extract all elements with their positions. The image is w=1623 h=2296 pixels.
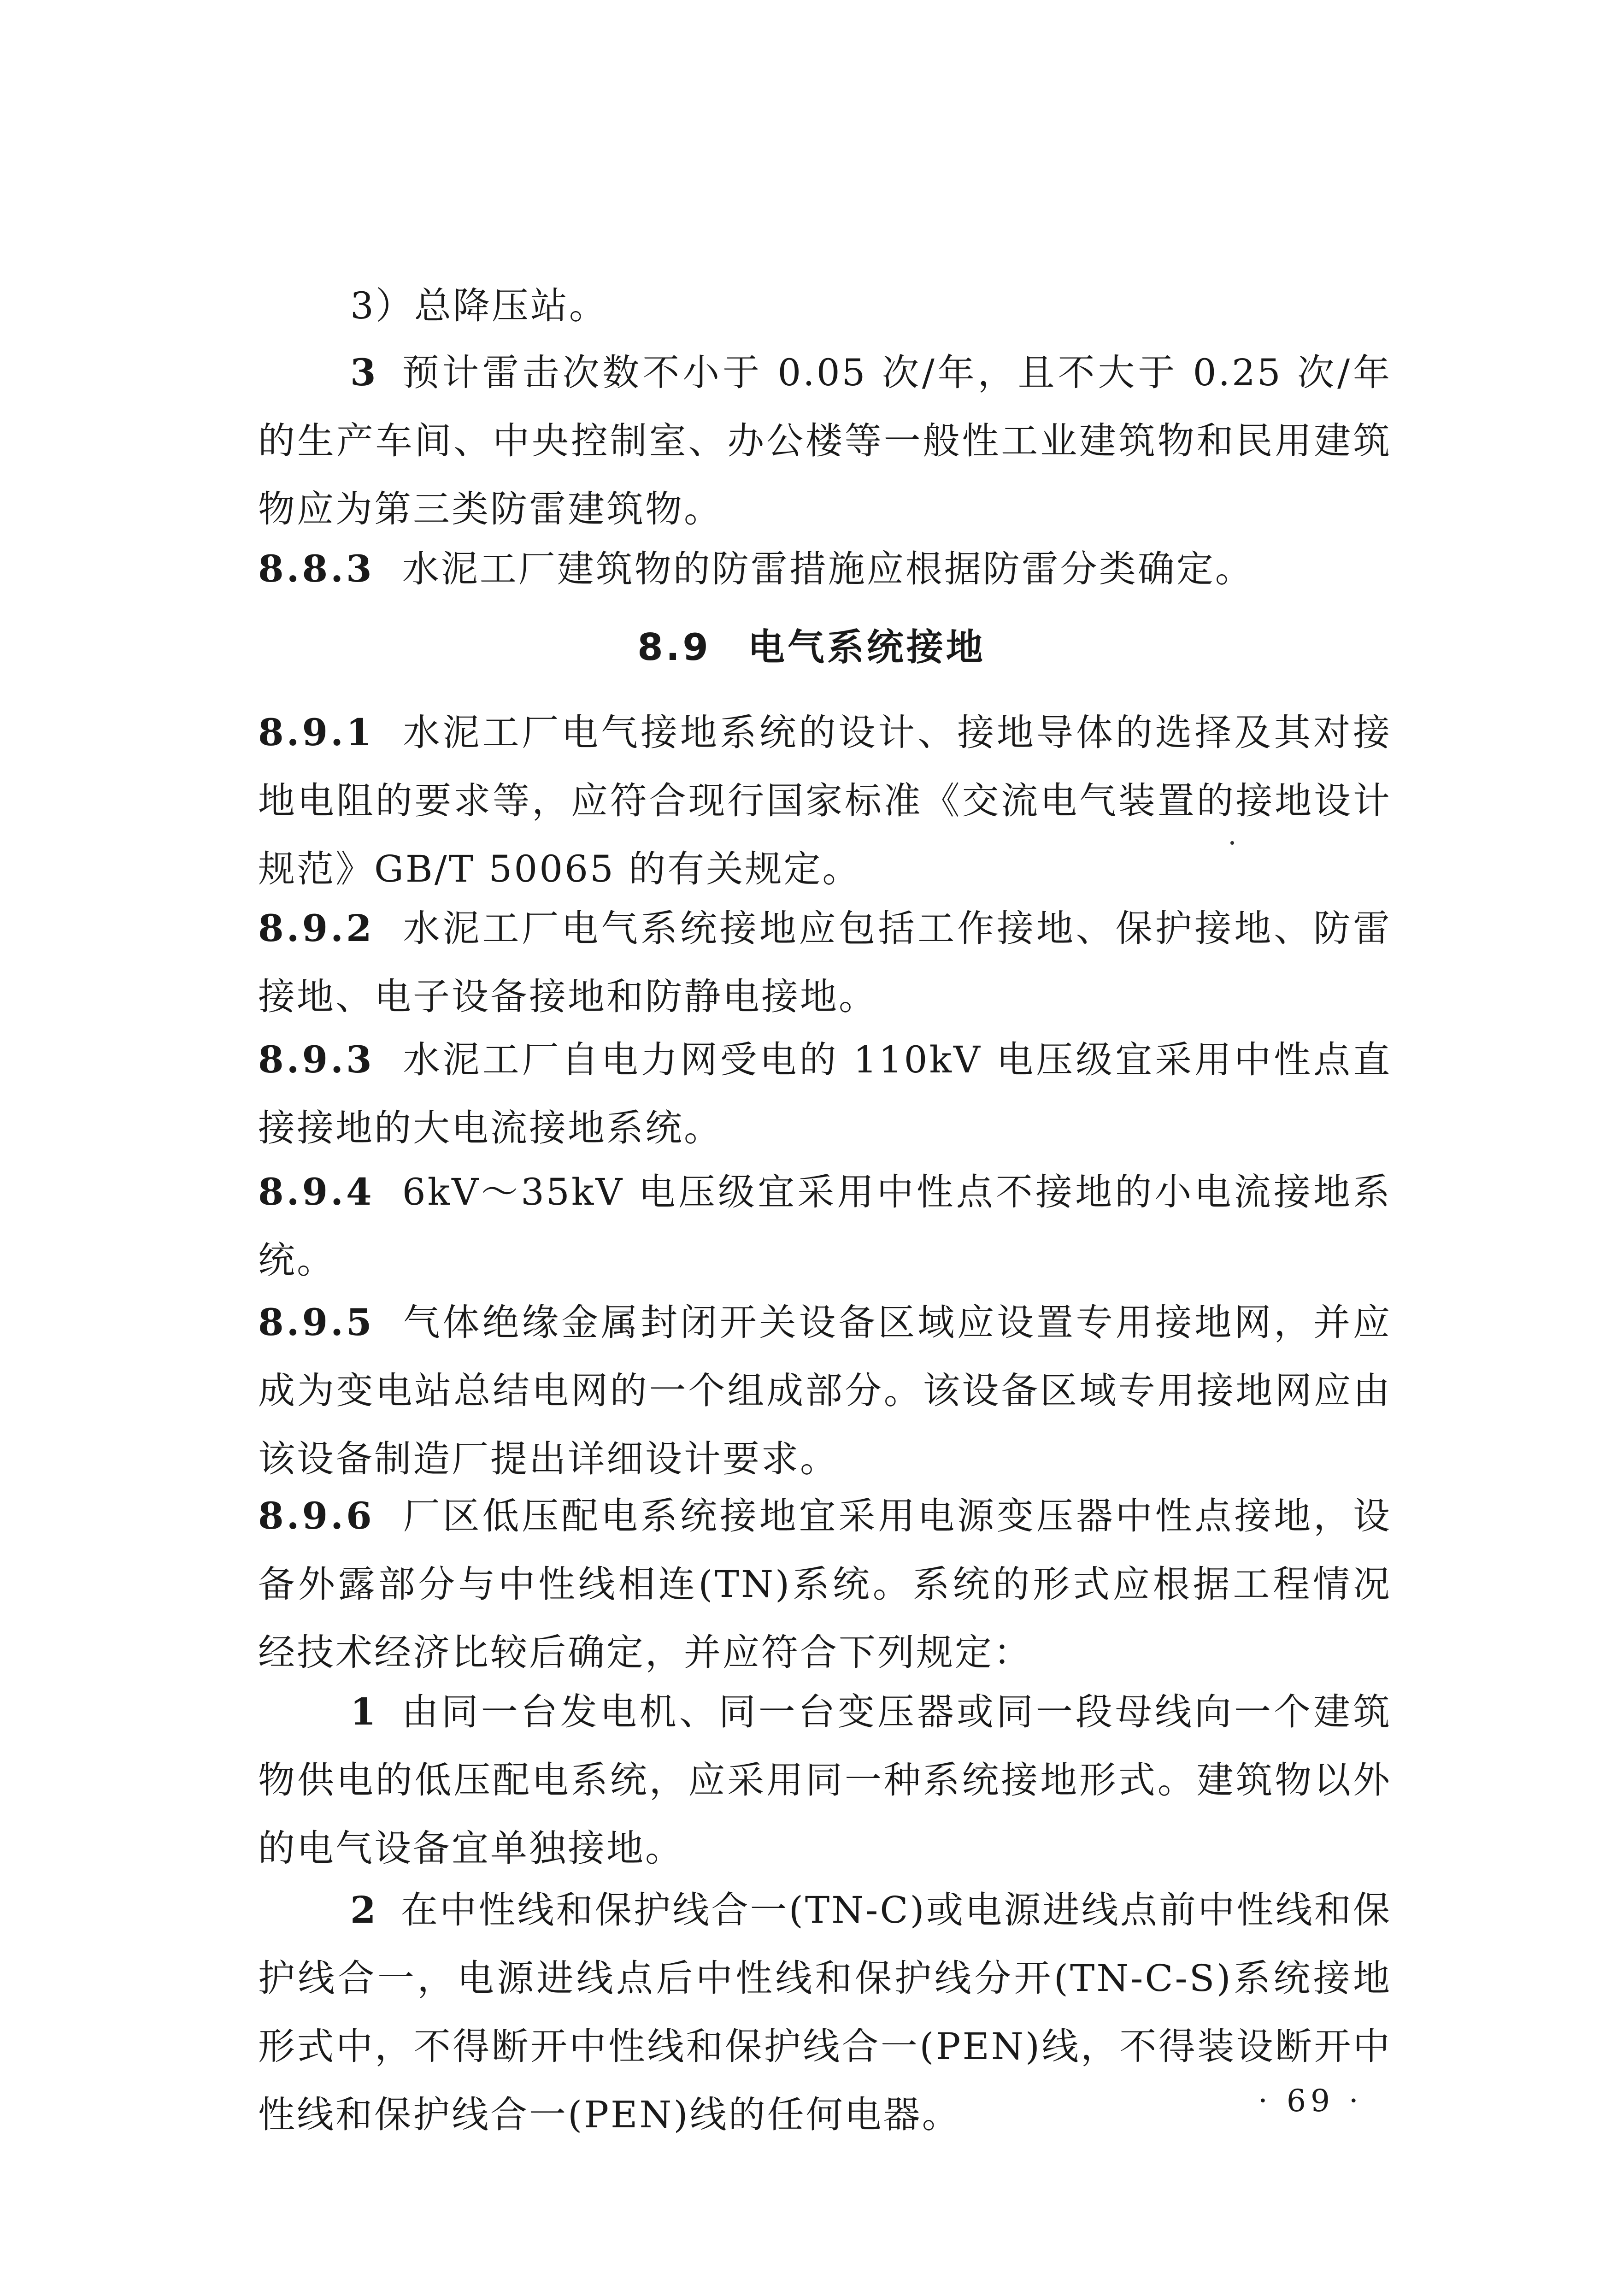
- list-item-2: [258, 1876, 1392, 2149]
- clause-8-9-5: [258, 1288, 1392, 1493]
- section-title: 电气系统接地: [747, 626, 986, 669]
- section-number: 8.9: [637, 626, 711, 669]
- stray-dot: [1230, 841, 1234, 845]
- clause-number: 8.9.5: [258, 1301, 375, 1344]
- list-item-1: [258, 1678, 1392, 1883]
- clause-number: 8.9.1: [258, 711, 375, 754]
- clause-text: 6kV～35kV 电压级宜采用中性点不接地的小电流接地系统。: [258, 1171, 1392, 1282]
- clause-number: 8.9.3: [258, 1038, 375, 1081]
- page-number: · 69 ·: [1258, 2083, 1363, 2119]
- clause-8-9-6: [258, 1482, 1392, 1687]
- clause-8-9-3: [258, 1025, 1392, 1162]
- clause-number: 8.9.4: [258, 1170, 375, 1213]
- sub-item-3: [258, 272, 1392, 340]
- list-item-text: 由同一台发电机、同一台变压器或同一段母线向一个建筑物供电的低压配电系统，应采用同一种系统接地形式。建筑物以外的电气设备宜单独接地。: [258, 1690, 1392, 1870]
- clause-8-9-2: [258, 894, 1392, 1031]
- sub-item-3-text: 3）总降压站。: [350, 284, 608, 327]
- clause-8-9-1: [258, 698, 1392, 903]
- item-3: [258, 338, 1392, 543]
- clause-8-9-4: [258, 1158, 1392, 1295]
- clause-text: 水泥工厂电气接地系统的设计、接地导体的选择及其对接地电阻的要求等，应符合现行国家标准《交流电气装置的接地设计规范》GB/T 50065 的有关规定。: [258, 711, 1392, 890]
- list-item-number: 2: [350, 1888, 378, 1931]
- clause-number: 8.8.3: [258, 547, 375, 590]
- list-item-text: 在中性线和保护线合一(TN-C)或电源进线点前中性线和保护线合一，电源进线点后中性线和保护线分开(TN-C-S)系统接地形式中，不得断开中性线和保护线合一(PEN)线，不得装设断开中性线和保护线合一(PEN)线的任何电器。: [258, 1889, 1392, 2136]
- clause-text: 水泥工厂电气系统接地应包括工作接地、保护接地、防雷接地、电子设备接地和防静电接地。: [258, 907, 1392, 1018]
- clause-number: 8.9.2: [258, 907, 375, 950]
- list-item-number: 1: [350, 1690, 378, 1733]
- item-3-number: 3: [350, 351, 378, 394]
- clause-text: 水泥工厂自电力网受电的 110kV 电压级宜采用中性点直接接地的大电流接地系统。: [258, 1038, 1392, 1149]
- clause-8-8-3: [258, 535, 1392, 603]
- clause-text: 厂区低压配电系统接地宜采用电源变压器中性点接地，设备外露部分与中性线相连(TN)系统。系统的形式应根据工程情况经技术经济比较后确定，并应符合下列规定：: [258, 1495, 1392, 1674]
- clause-text: 水泥工厂建筑物的防雷措施应根据防雷分类确定。: [402, 548, 1254, 590]
- clause-number: 8.9.6: [258, 1494, 375, 1537]
- item-3-text: 预计雷击次数不小于 0.05 次/年，且不大于 0.25 次/年的生产车间、中央控制室、办公楼等一般性工业建筑物和民用建筑物应为第三类防雷建筑物。: [258, 351, 1392, 530]
- clause-text: 气体绝缘金属封闭开关设备区域应设置专用接地网，并应成为变电站总结电网的一个组成部分。该设备区域专用接地网应由该设备制造厂提出详细设计要求。: [258, 1301, 1392, 1480]
- section-heading: [0, 618, 1623, 671]
